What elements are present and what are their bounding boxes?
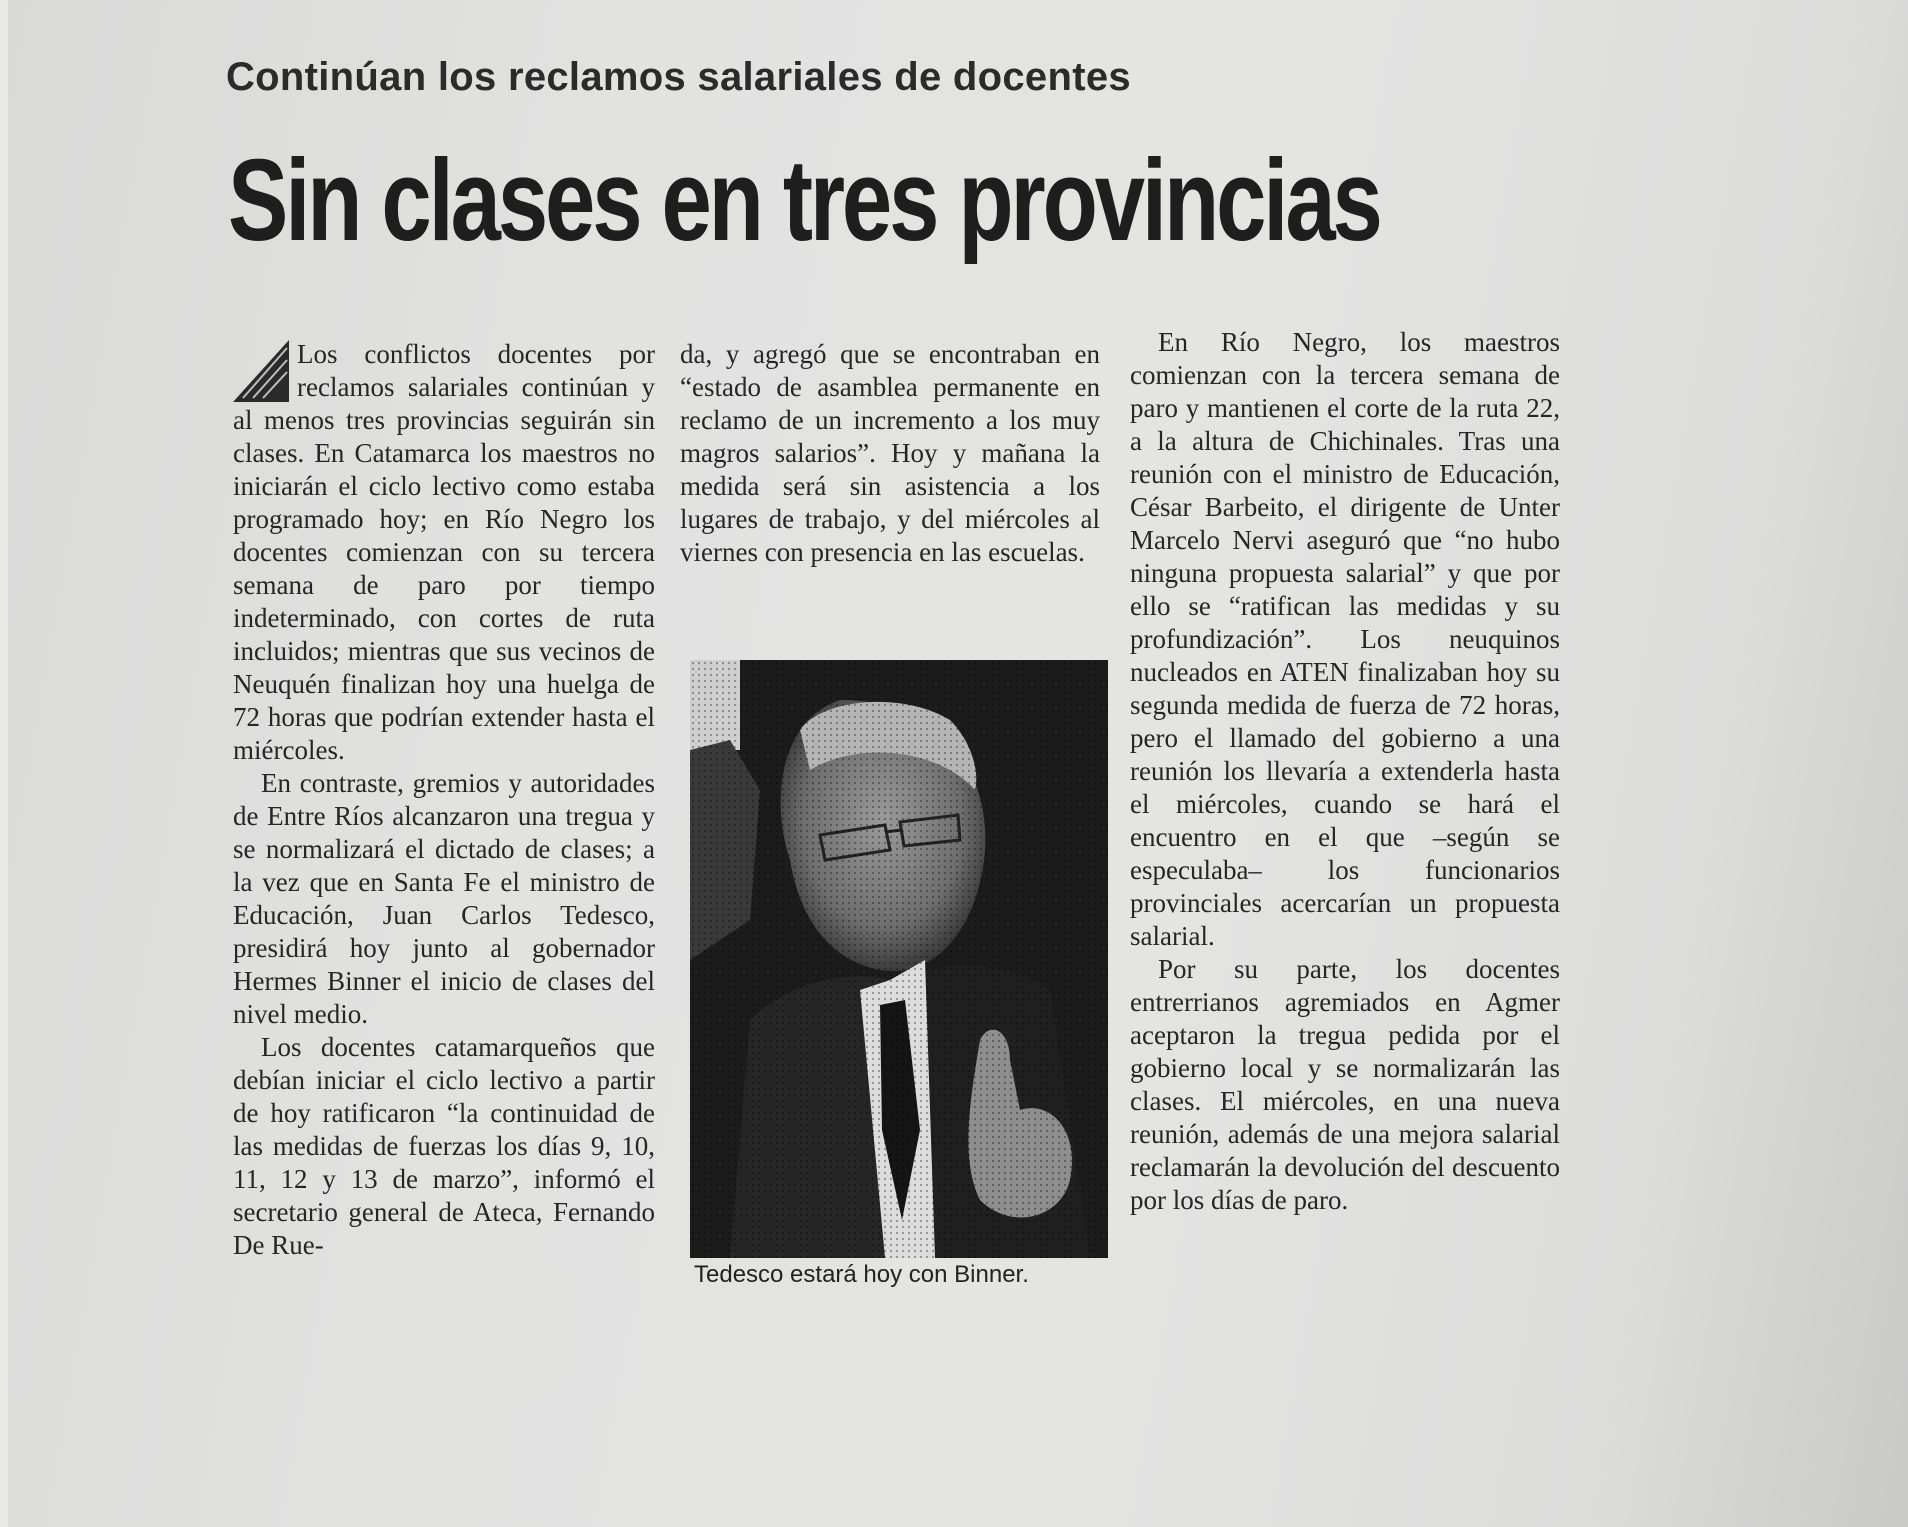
paragraph: Los docentes catamarqueños que debían iniciar el ciclo lectivo a partir de hoy ratificaron “la continuidad de las medidas de fuerzas los días 9, 10, 11, 12 y 13 de marzo”, informó el secretario general de Ateca, Fernando De Rue- (233, 1032, 655, 1260)
paragraph: Los conflictos docentes por reclamos salariales continúan y al menos tres provincias seguirán sin clases. En Catamarca los maestros no iniciarán el ciclo lectivo como estaba programado hoy; en Río Negro los docentes comienzan con su tercera semana de paro por tiempo indeterminado, con cortes de ruta incluidos; mientras que sus vecinos de Neuquén finalizan hoy una huelga de 72 horas que podrían extender hasta el miércoles. (233, 339, 655, 765)
triangle-marker-icon (233, 340, 289, 402)
paragraph: En Río Negro, los maestros comienzan con la tercera semana de paro y mantienen el corte de la ruta 22, a la altura de Chichinales. Tras una reunión con el ministro de Educación, César Barbeito, el dirigente de Unter Marcelo Nervi aseguró que “no hubo ninguna propuesta salarial” y que por ello se “ratifican las medidas y su profundización”. Los neuquinos nucleados en ATEN finalizaban hoy su segunda medida de fuerza de 72 horas, pero el llamado del gobierno a una reunión los llevaría a extenderla hasta el miércoles, cuando se hará el encuentro en el que –según se especulaba– los funcionarios provinciales acercarían un propuesta salarial. (1130, 327, 1560, 951)
article-column-1 (233, 338, 655, 1262)
article-kicker: Continúan los reclamos salariales de docentes (226, 55, 1131, 99)
article-headline: Sin clases en tres provincias (228, 135, 1380, 265)
article-photo (690, 660, 1108, 1258)
paragraph: Por su parte, los docentes entrerrianos agremiados en Agmer aceptaron la tregua pedida por el gobierno local y se normalizarán las clases. El miércoles, en una nueva reunión, además de una mejora salarial reclamarán la devolución del descuento por los días de paro. (1130, 954, 1560, 1215)
photo-caption: Tedesco estará hoy con Binner. (694, 1261, 1029, 1288)
page-edge (0, 0, 8, 1527)
paragraph: da, y agregó que se encontraban en “estado de asamblea permanente en reclamo de un incremento a los muy magros salarios”. Hoy y mañana la medida será sin asistencia a los lugares de trabajo, y del miércoles al viernes con presencia en las escuelas. (680, 339, 1100, 567)
photo-halftone (690, 660, 1108, 1258)
paragraph: En contraste, gremios y autoridades de Entre Ríos alcanzaron una tregua y se normalizará el dictado de clases; a la vez que en Santa Fe el ministro de Educación, Juan Carlos Tedesco, presidirá hoy junto al gobernador Hermes Binner el inicio de clases del nivel medio. (233, 768, 655, 1029)
article-column-2 (680, 338, 1100, 569)
article-column-3 (1130, 326, 1560, 1217)
